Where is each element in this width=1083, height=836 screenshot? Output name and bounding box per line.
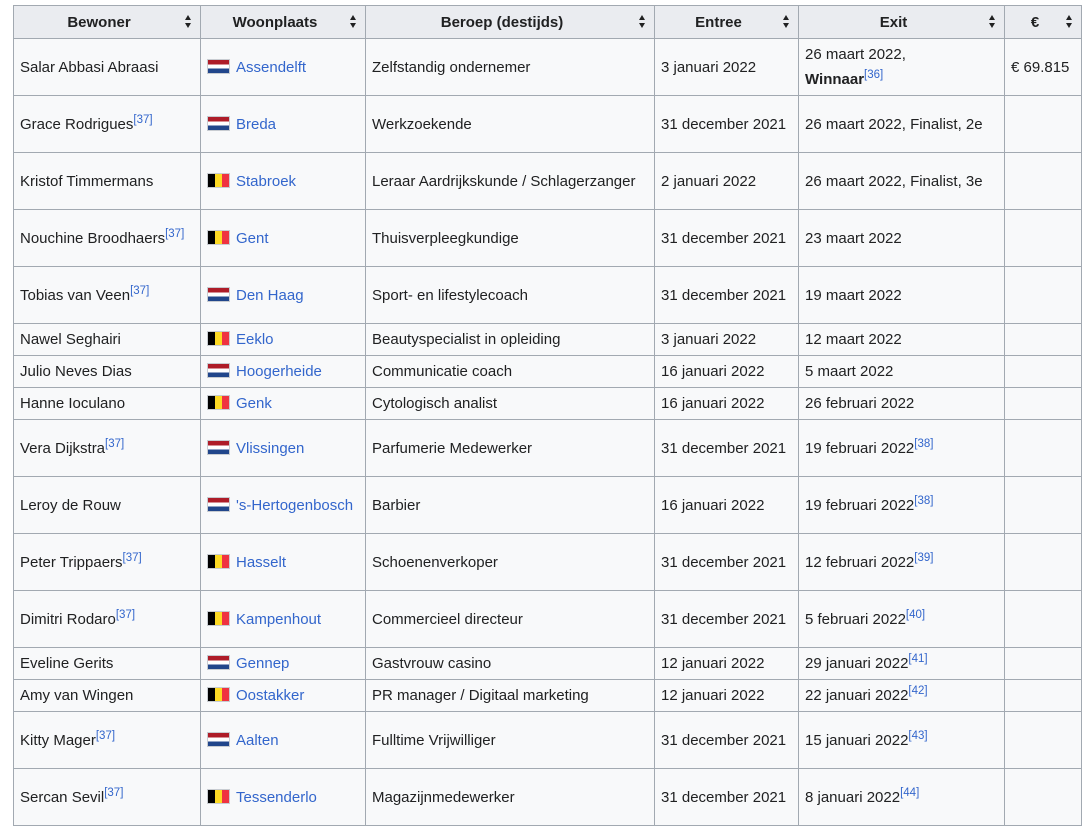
sort-icon[interactable] (989, 15, 996, 29)
cell-exit (799, 648, 1005, 680)
netherlands-flag-icon (207, 440, 230, 455)
table-row (14, 534, 1082, 591)
contestant-name: Nouchine Broodhaers (20, 229, 166, 247)
netherlands-flag-icon (207, 732, 230, 747)
cell-bewoner (14, 39, 201, 96)
city-link[interactable]: 's-Hertogenbosch (236, 496, 354, 514)
entry-date: 16 januari 2022 (661, 395, 765, 412)
reference-link[interactable]: [38] (914, 494, 934, 507)
belgium-flag-icon (207, 611, 230, 626)
cell-woonplaats (201, 324, 366, 356)
contestant-name: Eveline Gerits (20, 655, 114, 672)
occupation: Schoenenverkoper (372, 553, 498, 571)
sort-icon[interactable] (350, 15, 357, 29)
cell-woonplaats (201, 477, 366, 534)
cell-bewoner (14, 591, 201, 648)
reference-link[interactable]: [36] (864, 69, 884, 81)
cell-entree (655, 153, 799, 210)
cell-woonplaats (201, 534, 366, 591)
contestant-name: Kristof Timmermans (20, 172, 154, 190)
cell-exit (799, 769, 1005, 826)
cell-prize (1005, 267, 1082, 324)
entry-date: 16 januari 2022 (661, 496, 765, 514)
cell-bewoner (14, 153, 201, 210)
column-header-exit[interactable] (799, 6, 1005, 39)
netherlands-flag-icon (207, 59, 230, 74)
entry-date: 2 januari 2022 (661, 172, 757, 190)
city-link[interactable]: Genk (236, 395, 272, 412)
cell-beroep (366, 680, 655, 712)
netherlands-flag-icon (207, 116, 230, 131)
header-label: Exit (879, 13, 908, 31)
occupation: Werkzoekende (372, 115, 472, 133)
cell-beroep (366, 324, 655, 356)
cell-prize (1005, 477, 1082, 534)
cell-exit (799, 153, 1005, 210)
cell-woonplaats (201, 210, 366, 267)
table-row (14, 39, 1082, 96)
occupation: PR manager / Digitaal marketing (372, 687, 589, 704)
prize-amount: € 69.815 (1011, 58, 1070, 76)
contestant-name: Salar Abbasi Abraasi (20, 58, 159, 76)
cell-exit (799, 210, 1005, 267)
reference-link[interactable]: [37] (104, 786, 124, 799)
exit-date: 19 maart 2022 (805, 286, 902, 304)
reference-link[interactable]: [37] (130, 284, 150, 297)
cell-bewoner (14, 267, 201, 324)
exit-date: 26 februari 2022 (805, 395, 915, 412)
cell-woonplaats (201, 267, 366, 324)
cell-entree (655, 356, 799, 388)
sort-icon[interactable] (639, 15, 646, 29)
cell-woonplaats (201, 153, 366, 210)
cell-exit (799, 591, 1005, 648)
table-row (14, 591, 1082, 648)
exit-date: 26 maart 2022, (805, 46, 906, 63)
reference-link[interactable]: [40] (905, 608, 926, 621)
cell-exit (799, 356, 1005, 388)
cell-entree (655, 769, 799, 826)
cell-entree (655, 534, 799, 591)
contestant-name: Hanne Ioculano (20, 395, 126, 412)
table-row (14, 712, 1082, 769)
cell-entree (655, 420, 799, 477)
cell-entree (655, 712, 799, 769)
occupation: Parfumerie Medewerker (372, 439, 533, 457)
cell-bewoner (14, 356, 201, 388)
cell-exit (799, 712, 1005, 769)
entry-date: 16 januari 2022 (661, 363, 765, 380)
cell-prize (1005, 96, 1082, 153)
cell-beroep (366, 712, 655, 769)
reference-link[interactable]: [42] (908, 685, 928, 697)
cell-exit (799, 324, 1005, 356)
cell-prize (1005, 210, 1082, 267)
sort-icon[interactable] (185, 15, 192, 29)
cell-bewoner (14, 712, 201, 769)
sort-icon[interactable] (783, 15, 790, 29)
belgium-flag-icon (207, 395, 230, 410)
occupation: Sport- en lifestylecoach (372, 286, 528, 304)
reference-link[interactable]: [37] (122, 551, 142, 564)
city-link[interactable]: Stabroek (236, 172, 297, 190)
cell-beroep (366, 356, 655, 388)
exit-date: 15 januari 2022 (805, 731, 909, 749)
exit-date: 19 februari 2022 (805, 439, 915, 457)
belgium-flag-icon (207, 230, 230, 245)
cell-prize (1005, 712, 1082, 769)
cell-beroep (366, 591, 655, 648)
cell-bewoner (14, 769, 201, 826)
cell-exit (799, 96, 1005, 153)
occupation: Beautyspecialist in opleiding (372, 331, 561, 348)
cell-prize (1005, 324, 1082, 356)
table-row (14, 267, 1082, 324)
netherlands-flag-icon (207, 287, 230, 302)
occupation: Leraar Aardrijkskunde / Schlagerzanger (372, 172, 636, 190)
cell-entree (655, 96, 799, 153)
cell-woonplaats (201, 769, 366, 826)
netherlands-flag-icon (207, 363, 230, 378)
winner-label: Winnaar (805, 71, 865, 88)
table-row (14, 210, 1082, 267)
occupation: Magazijnmedewerker (372, 788, 515, 806)
reference-link[interactable]: [39] (914, 551, 934, 564)
cell-prize (1005, 591, 1082, 648)
cell-woonplaats (201, 648, 366, 680)
reference-link[interactable]: [41] (908, 653, 928, 665)
entry-date: 31 december 2021 (661, 788, 787, 806)
contestant-name: Julio Neves Dias (20, 363, 132, 380)
cell-beroep (366, 153, 655, 210)
table-row (14, 648, 1082, 680)
entry-date: 31 december 2021 (661, 115, 787, 133)
city-link[interactable]: Hasselt (236, 553, 287, 571)
header-label: Woonplaats (232, 13, 318, 31)
cell-beroep (366, 210, 655, 267)
reference-link[interactable]: [43] (908, 729, 928, 742)
cell-exit (799, 477, 1005, 534)
cell-bewoner (14, 477, 201, 534)
occupation: Zelfstandig ondernemer (372, 58, 531, 76)
city-link[interactable]: Den Haag (236, 286, 304, 304)
cell-woonplaats (201, 96, 366, 153)
table-row (14, 769, 1082, 826)
cell-exit (799, 680, 1005, 712)
entry-date: 31 december 2021 (661, 553, 787, 571)
cell-prize (1005, 153, 1082, 210)
entry-date: 31 december 2021 (661, 439, 787, 457)
cell-woonplaats (201, 388, 366, 420)
column-header-entree[interactable] (655, 6, 799, 39)
city-link[interactable]: Oostakker (236, 687, 305, 704)
cell-bewoner (14, 680, 201, 712)
cell-entree (655, 648, 799, 680)
exit-date: 29 januari 2022 (805, 655, 909, 672)
city-link[interactable]: Hoogerheide (236, 363, 322, 380)
cell-woonplaats (201, 39, 366, 96)
contestant-name: Nawel Seghairi (20, 331, 121, 348)
contestant-name: Sercan Sevil (20, 788, 105, 806)
reference-link[interactable]: [37] (115, 608, 136, 621)
cell-woonplaats (201, 356, 366, 388)
contestant-name: Dimitri Rodaro (20, 610, 116, 628)
cell-beroep (366, 96, 655, 153)
exit-date: 8 januari 2022 (805, 788, 901, 806)
cell-entree (655, 210, 799, 267)
cell-prize (1005, 388, 1082, 420)
city-link[interactable]: Aalten (236, 731, 279, 749)
entry-date: 31 december 2021 (661, 731, 787, 749)
contestant-name: Kitty Mager (20, 731, 96, 749)
reference-link[interactable]: [37] (133, 113, 153, 126)
cell-bewoner (14, 324, 201, 356)
contestant-name: Leroy de Rouw (20, 496, 121, 514)
entry-date: 31 december 2021 (661, 229, 787, 247)
occupation: Commercieel directeur (372, 610, 523, 628)
cell-prize (1005, 769, 1082, 826)
exit-date: 26 maart 2022, Finalist, 2e (805, 115, 983, 133)
reference-link[interactable]: [44] (900, 786, 920, 799)
table-row (14, 356, 1082, 388)
cell-bewoner (14, 420, 201, 477)
netherlands-flag-icon (207, 497, 230, 512)
reference-link[interactable]: [37] (95, 729, 116, 742)
belgium-flag-icon (207, 554, 230, 569)
table-row (14, 477, 1082, 534)
cell-beroep (366, 39, 655, 96)
cell-prize (1005, 680, 1082, 712)
entry-date: 31 december 2021 (661, 610, 787, 628)
cell-woonplaats (201, 420, 366, 477)
reference-link[interactable]: [38] (914, 437, 934, 450)
contestants-table (13, 5, 1082, 826)
header-label: Beroep (destijds) (440, 13, 564, 31)
contestant-name: Amy van Wingen (20, 687, 134, 704)
table-row (14, 388, 1082, 420)
cell-woonplaats (201, 591, 366, 648)
city-link[interactable]: Vlissingen (236, 439, 305, 457)
exit-date: 26 maart 2022, Finalist, 3e (805, 172, 983, 190)
cell-entree (655, 477, 799, 534)
column-header-beroep[interactable] (366, 6, 655, 39)
cell-bewoner (14, 388, 201, 420)
exit-date: 5 maart 2022 (805, 363, 894, 380)
exit-date: 22 januari 2022 (805, 687, 909, 704)
occupation: Fulltime Vrijwilliger (372, 731, 496, 749)
cell-exit (799, 534, 1005, 591)
table-row (14, 153, 1082, 210)
cell-prize (1005, 420, 1082, 477)
exit-date: 19 februari 2022 (805, 496, 915, 514)
cell-exit (799, 267, 1005, 324)
cell-beroep (366, 267, 655, 324)
occupation: Gastvrouw casino (372, 655, 492, 672)
table-row (14, 420, 1082, 477)
exit-date: 12 februari 2022 (805, 553, 915, 571)
occupation: Thuisverpleegkundige (372, 229, 519, 247)
city-link[interactable]: Kampenhout (236, 610, 322, 628)
exit-date: 5 februari 2022 (805, 610, 906, 628)
table-row (14, 680, 1082, 712)
cell-exit (799, 420, 1005, 477)
belgium-flag-icon (207, 173, 230, 188)
cell-beroep (366, 648, 655, 680)
belgium-flag-icon (207, 687, 230, 702)
cell-entree (655, 39, 799, 96)
occupation: Barbier (372, 496, 421, 514)
entry-date: 3 januari 2022 (661, 58, 757, 76)
occupation: Cytologisch analist (372, 395, 498, 412)
exit-date: 23 maart 2022 (805, 229, 902, 247)
header-label: € (1030, 13, 1040, 31)
entry-date: 12 januari 2022 (661, 655, 765, 672)
contestant-name: Vera Dijkstra (20, 439, 106, 457)
cell-beroep (366, 534, 655, 591)
city-link[interactable]: Gennep (236, 655, 290, 672)
cell-woonplaats (201, 680, 366, 712)
cell-entree (655, 324, 799, 356)
entry-date: 31 december 2021 (661, 286, 787, 304)
entry-date: 3 januari 2022 (661, 331, 757, 348)
cell-prize (1005, 534, 1082, 591)
belgium-flag-icon (207, 331, 230, 346)
netherlands-flag-icon (207, 655, 230, 670)
cell-woonplaats (201, 712, 366, 769)
exit-date: 12 maart 2022 (805, 331, 902, 348)
column-header-bewoner[interactable] (14, 6, 201, 39)
table-row (14, 324, 1082, 356)
cell-beroep (366, 477, 655, 534)
cell-beroep (366, 388, 655, 420)
occupation: Communicatie coach (372, 363, 513, 380)
reference-link[interactable]: [37] (105, 437, 125, 450)
cell-entree (655, 388, 799, 420)
cell-prize (1005, 648, 1082, 680)
column-header-prize[interactable] (1005, 6, 1082, 39)
cell-prize (1005, 356, 1082, 388)
cell-entree (655, 591, 799, 648)
cell-entree (655, 680, 799, 712)
entry-date: 12 januari 2022 (661, 687, 765, 704)
column-header-woonplaats[interactable] (201, 6, 366, 39)
cell-prize (1005, 39, 1082, 96)
table-row (14, 96, 1082, 153)
belgium-flag-icon (207, 789, 230, 804)
cell-bewoner (14, 210, 201, 267)
city-link[interactable]: Gent (236, 229, 269, 247)
cell-bewoner (14, 96, 201, 153)
cell-exit (799, 39, 1005, 96)
reference-link[interactable]: [37] (165, 227, 185, 240)
cell-bewoner (14, 534, 201, 591)
cell-exit (799, 388, 1005, 420)
city-link[interactable]: Assendelft (236, 58, 307, 76)
cell-beroep (366, 420, 655, 477)
cell-entree (655, 267, 799, 324)
city-link[interactable]: Eeklo (236, 331, 274, 348)
sort-icon[interactable] (1066, 15, 1073, 29)
header-label: Bewoner (67, 13, 131, 31)
header-row (14, 6, 1082, 39)
city-link[interactable]: Breda (236, 115, 277, 133)
contestant-name: Grace Rodrigues (20, 115, 134, 133)
cell-bewoner (14, 648, 201, 680)
cell-beroep (366, 769, 655, 826)
contestant-name: Peter Trippaers (20, 553, 123, 571)
city-link[interactable]: Tessenderlo (236, 788, 317, 806)
header-label: Entree (695, 13, 742, 31)
contestant-name: Tobias van Veen (20, 286, 131, 304)
